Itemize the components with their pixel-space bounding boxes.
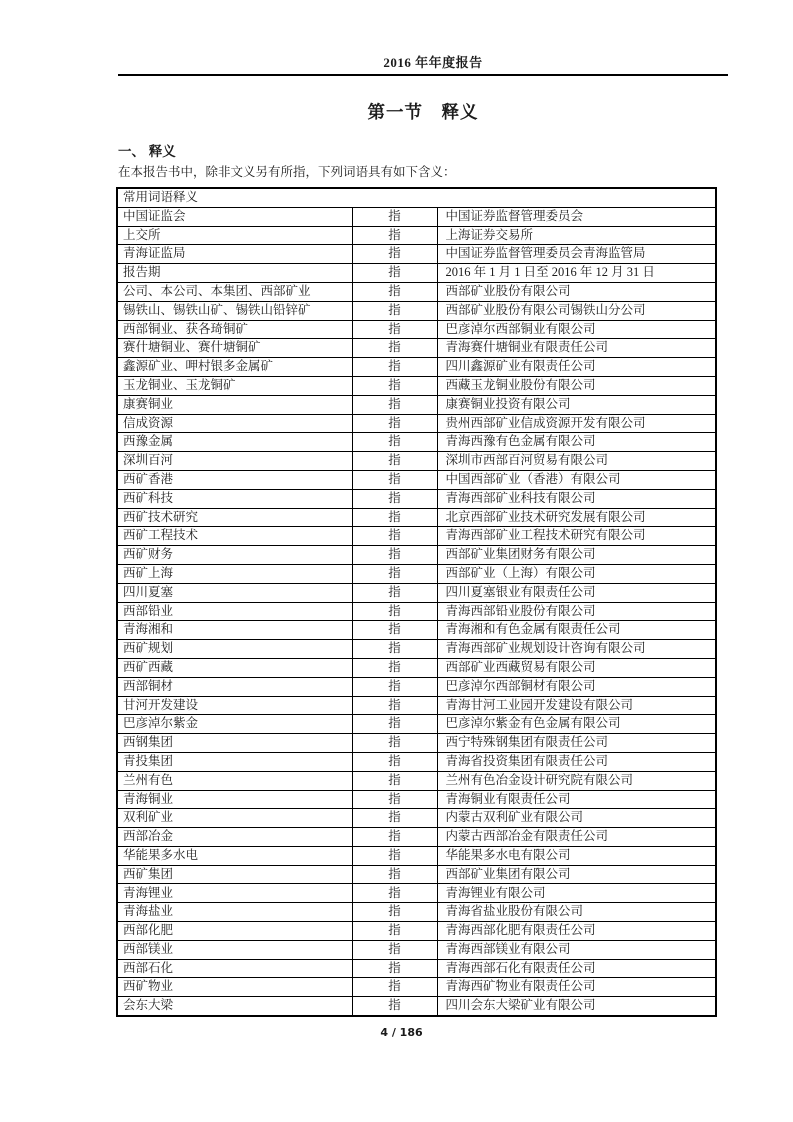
definition-cell: 青海锂业有限公司 bbox=[437, 884, 716, 903]
link-cell: 指 bbox=[352, 583, 437, 602]
intro-text: 在本报告书中，除非文义另有所指，下列词语具有如下含义： bbox=[118, 165, 456, 179]
link-cell: 指 bbox=[352, 752, 437, 771]
term-cell: 西部铅业 bbox=[117, 602, 352, 621]
term-cell: 西矿上海 bbox=[117, 564, 352, 583]
link-cell: 指 bbox=[352, 433, 437, 452]
link-cell: 指 bbox=[352, 696, 437, 715]
link-cell: 指 bbox=[352, 564, 437, 583]
definition-cell: 巴彦淖尔紫金有色金属有限公司 bbox=[437, 715, 716, 734]
term-cell: 青投集团 bbox=[117, 752, 352, 771]
table-row bbox=[117, 226, 716, 245]
term-cell: 鑫源矿业、呷村银多金属矿 bbox=[117, 358, 352, 377]
table-row bbox=[117, 940, 716, 959]
table-row bbox=[117, 414, 716, 433]
definition-cell: 青海西部石化有限责任公司 bbox=[437, 959, 716, 978]
link-cell: 指 bbox=[352, 264, 437, 283]
link-cell: 指 bbox=[352, 790, 437, 809]
table-row bbox=[117, 959, 716, 978]
link-cell: 指 bbox=[352, 846, 437, 865]
definition-cell: 中国西部矿业（香港）有限公司 bbox=[437, 470, 716, 489]
term-cell: 西部铜业、获各琦铜矿 bbox=[117, 320, 352, 339]
table-row bbox=[117, 470, 716, 489]
definition-cell: 青海赛什塘铜业有限责任公司 bbox=[437, 339, 716, 358]
term-cell: 中国证监会 bbox=[117, 207, 352, 226]
link-cell: 指 bbox=[352, 452, 437, 471]
table-row bbox=[117, 358, 716, 377]
definition-cell: 青海铜业有限责任公司 bbox=[437, 790, 716, 809]
definition-cell: 2016 年 1 月 1 日至 2016 年 12 月 31 日 bbox=[437, 264, 716, 283]
definition-cell: 中国证券监督管理委员会青海监管局 bbox=[437, 245, 716, 264]
term-cell: 青海证监局 bbox=[117, 245, 352, 264]
term-cell: 青海铜业 bbox=[117, 790, 352, 809]
table-row bbox=[117, 395, 716, 414]
definition-cell: 西宁特殊钢集团有限责任公司 bbox=[437, 734, 716, 753]
definition-cell: 青海省盐业股份有限公司 bbox=[437, 903, 716, 922]
definition-cell: 华能果多水电有限公司 bbox=[437, 846, 716, 865]
term-cell: 报告期 bbox=[117, 264, 352, 283]
link-cell: 指 bbox=[352, 677, 437, 696]
term-cell: 玉龙铜业、玉龙铜矿 bbox=[117, 376, 352, 395]
term-cell: 西矿财务 bbox=[117, 546, 352, 565]
table-row bbox=[117, 527, 716, 546]
table-row bbox=[117, 677, 716, 696]
term-cell: 公司、本公司、本集团、西部矿业 bbox=[117, 282, 352, 301]
term-cell: 西钢集团 bbox=[117, 734, 352, 753]
table-row bbox=[117, 339, 716, 358]
definition-cell: 兰州有色冶金设计研究院有限公司 bbox=[437, 771, 716, 790]
table-row bbox=[117, 301, 716, 320]
term-cell: 巴彦淖尔紫金 bbox=[117, 715, 352, 734]
definition-cell: 青海西部镁业有限公司 bbox=[437, 940, 716, 959]
term-cell: 西矿规划 bbox=[117, 640, 352, 659]
term-cell: 西矿物业 bbox=[117, 978, 352, 997]
table-row bbox=[117, 884, 716, 903]
link-cell: 指 bbox=[352, 339, 437, 358]
table-row bbox=[117, 640, 716, 659]
table-row bbox=[117, 922, 716, 941]
link-cell: 指 bbox=[352, 940, 437, 959]
table-row bbox=[117, 828, 716, 847]
link-cell: 指 bbox=[352, 207, 437, 226]
table-row bbox=[117, 207, 716, 226]
term-cell: 西矿工程技术 bbox=[117, 527, 352, 546]
term-cell: 双利矿业 bbox=[117, 809, 352, 828]
term-cell: 西矿西藏 bbox=[117, 658, 352, 677]
table-row bbox=[117, 752, 716, 771]
page-header-rule bbox=[118, 74, 728, 76]
definition-cell: 巴彦淖尔西部铜业有限公司 bbox=[437, 320, 716, 339]
definition-cell: 青海湘和有色金属有限责任公司 bbox=[437, 621, 716, 640]
table-row bbox=[117, 452, 716, 471]
link-cell: 指 bbox=[352, 865, 437, 884]
link-cell: 指 bbox=[352, 527, 437, 546]
term-cell: 西部铜材 bbox=[117, 677, 352, 696]
page-header-title: 2016 年年度报告 bbox=[383, 55, 483, 70]
link-cell: 指 bbox=[352, 734, 437, 753]
term-cell: 上交所 bbox=[117, 226, 352, 245]
table-row bbox=[117, 621, 716, 640]
link-cell: 指 bbox=[352, 621, 437, 640]
definition-cell: 北京西部矿业技术研究发展有限公司 bbox=[437, 508, 716, 527]
definition-cell: 青海西部化肥有限责任公司 bbox=[437, 922, 716, 941]
definition-cell: 四川鑫源矿业有限责任公司 bbox=[437, 358, 716, 377]
definition-cell: 贵州西部矿业信成资源开发有限公司 bbox=[437, 414, 716, 433]
table-row bbox=[117, 508, 716, 527]
link-cell: 指 bbox=[352, 978, 437, 997]
table-row bbox=[117, 320, 716, 339]
definition-cell: 西部矿业集团财务有限公司 bbox=[437, 546, 716, 565]
table-row bbox=[117, 771, 716, 790]
definition-cell: 巴彦淖尔西部铜材有限公司 bbox=[437, 677, 716, 696]
link-cell: 指 bbox=[352, 376, 437, 395]
term-cell: 赛什塘铜业、赛什塘铜矿 bbox=[117, 339, 352, 358]
definition-cell: 上海证券交易所 bbox=[437, 226, 716, 245]
definition-cell: 四川夏塞银业有限责任公司 bbox=[437, 583, 716, 602]
definition-cell: 青海西矿物业有限责任公司 bbox=[437, 978, 716, 997]
table-row bbox=[117, 865, 716, 884]
subsection-heading: 一、 释义 bbox=[118, 144, 176, 159]
link-cell: 指 bbox=[352, 959, 437, 978]
term-cell: 信成资源 bbox=[117, 414, 352, 433]
definition-cell: 青海西部铅业股份有限公司 bbox=[437, 602, 716, 621]
page-number: 4 / 186 bbox=[380, 1026, 423, 1039]
term-cell: 西矿集团 bbox=[117, 865, 352, 884]
term-cell: 锡铁山、锡铁山矿、锡铁山铅锌矿 bbox=[117, 301, 352, 320]
link-cell: 指 bbox=[352, 320, 437, 339]
definition-cell: 中国证券监督管理委员会 bbox=[437, 207, 716, 226]
table-group-header-row bbox=[117, 188, 716, 207]
definition-cell: 青海甘河工业园开发建设有限公司 bbox=[437, 696, 716, 715]
page-footer bbox=[0, 1026, 793, 1039]
definition-cell: 西部矿业（上海）有限公司 bbox=[437, 564, 716, 583]
definition-cell: 青海省投资集团有限责任公司 bbox=[437, 752, 716, 771]
definition-cell: 青海西部矿业规划设计咨询有限公司 bbox=[437, 640, 716, 659]
definition-cell: 西部矿业股份有限公司锡铁山分公司 bbox=[437, 301, 716, 320]
term-cell: 兰州有色 bbox=[117, 771, 352, 790]
definition-cell: 西藏玉龙铜业股份有限公司 bbox=[437, 376, 716, 395]
link-cell: 指 bbox=[352, 922, 437, 941]
link-cell: 指 bbox=[352, 301, 437, 320]
term-cell: 青海锂业 bbox=[117, 884, 352, 903]
link-cell: 指 bbox=[352, 828, 437, 847]
term-cell: 西矿科技 bbox=[117, 489, 352, 508]
link-cell: 指 bbox=[352, 395, 437, 414]
term-cell: 西部镁业 bbox=[117, 940, 352, 959]
definition-cell: 西部矿业集团有限公司 bbox=[437, 865, 716, 884]
link-cell: 指 bbox=[352, 226, 437, 245]
table-row bbox=[117, 734, 716, 753]
table-row bbox=[117, 809, 716, 828]
link-cell: 指 bbox=[352, 997, 437, 1016]
table-row bbox=[117, 846, 716, 865]
table-row bbox=[117, 376, 716, 395]
table-row bbox=[117, 264, 716, 283]
term-cell: 西豫金属 bbox=[117, 433, 352, 452]
definition-cell: 康赛铜业投资有限公司 bbox=[437, 395, 716, 414]
term-cell: 西部化肥 bbox=[117, 922, 352, 941]
table-row bbox=[117, 997, 716, 1016]
term-cell: 四川夏塞 bbox=[117, 583, 352, 602]
definition-cell: 青海西部矿业工程技术研究有限公司 bbox=[437, 527, 716, 546]
link-cell: 指 bbox=[352, 903, 437, 922]
link-cell: 指 bbox=[352, 602, 437, 621]
definitions-table-body bbox=[117, 188, 716, 1016]
term-cell: 青海湘和 bbox=[117, 621, 352, 640]
term-cell: 康赛铜业 bbox=[117, 395, 352, 414]
link-cell: 指 bbox=[352, 658, 437, 677]
definition-cell: 青海西部矿业科技有限公司 bbox=[437, 489, 716, 508]
term-cell: 西矿技术研究 bbox=[117, 508, 352, 527]
table-row bbox=[117, 903, 716, 922]
table-row bbox=[117, 546, 716, 565]
table-row bbox=[117, 696, 716, 715]
link-cell: 指 bbox=[352, 470, 437, 489]
term-cell: 西部冶金 bbox=[117, 828, 352, 847]
link-cell: 指 bbox=[352, 489, 437, 508]
definition-cell: 内蒙古双利矿业有限公司 bbox=[437, 809, 716, 828]
link-cell: 指 bbox=[352, 414, 437, 433]
link-cell: 指 bbox=[352, 771, 437, 790]
term-cell: 会东大梁 bbox=[117, 997, 352, 1016]
link-cell: 指 bbox=[352, 546, 437, 565]
table-row bbox=[117, 658, 716, 677]
term-cell: 青海盐业 bbox=[117, 903, 352, 922]
term-cell: 西部石化 bbox=[117, 959, 352, 978]
definition-cell: 深圳市西部百河贸易有限公司 bbox=[437, 452, 716, 471]
table-row bbox=[117, 245, 716, 264]
link-cell: 指 bbox=[352, 640, 437, 659]
link-cell: 指 bbox=[352, 358, 437, 377]
definition-cell: 青海西豫有色金属有限公司 bbox=[437, 433, 716, 452]
link-cell: 指 bbox=[352, 715, 437, 734]
link-cell: 指 bbox=[352, 884, 437, 903]
table-row bbox=[117, 489, 716, 508]
link-cell: 指 bbox=[352, 508, 437, 527]
link-cell: 指 bbox=[352, 809, 437, 828]
table-group-header: 常用词语释义 bbox=[117, 188, 716, 207]
definition-cell: 西部矿业西藏贸易有限公司 bbox=[437, 658, 716, 677]
table-row bbox=[117, 602, 716, 621]
table-row bbox=[117, 433, 716, 452]
table-row bbox=[117, 564, 716, 583]
table-row bbox=[117, 282, 716, 301]
table-row bbox=[117, 583, 716, 602]
definition-cell: 四川会东大梁矿业有限公司 bbox=[437, 997, 716, 1016]
term-cell: 西矿香港 bbox=[117, 470, 352, 489]
table-row bbox=[117, 715, 716, 734]
term-cell: 深圳百河 bbox=[117, 452, 352, 471]
term-cell: 甘河开发建设 bbox=[117, 696, 352, 715]
link-cell: 指 bbox=[352, 282, 437, 301]
definitions-table bbox=[116, 187, 717, 1017]
link-cell: 指 bbox=[352, 245, 437, 264]
table-row bbox=[117, 790, 716, 809]
definition-cell: 西部矿业股份有限公司 bbox=[437, 282, 716, 301]
table-row bbox=[117, 978, 716, 997]
definition-cell: 内蒙古西部冶金有限责任公司 bbox=[437, 828, 716, 847]
term-cell: 华能果多水电 bbox=[117, 846, 352, 865]
section-title: 第一节 释义 bbox=[367, 102, 479, 122]
